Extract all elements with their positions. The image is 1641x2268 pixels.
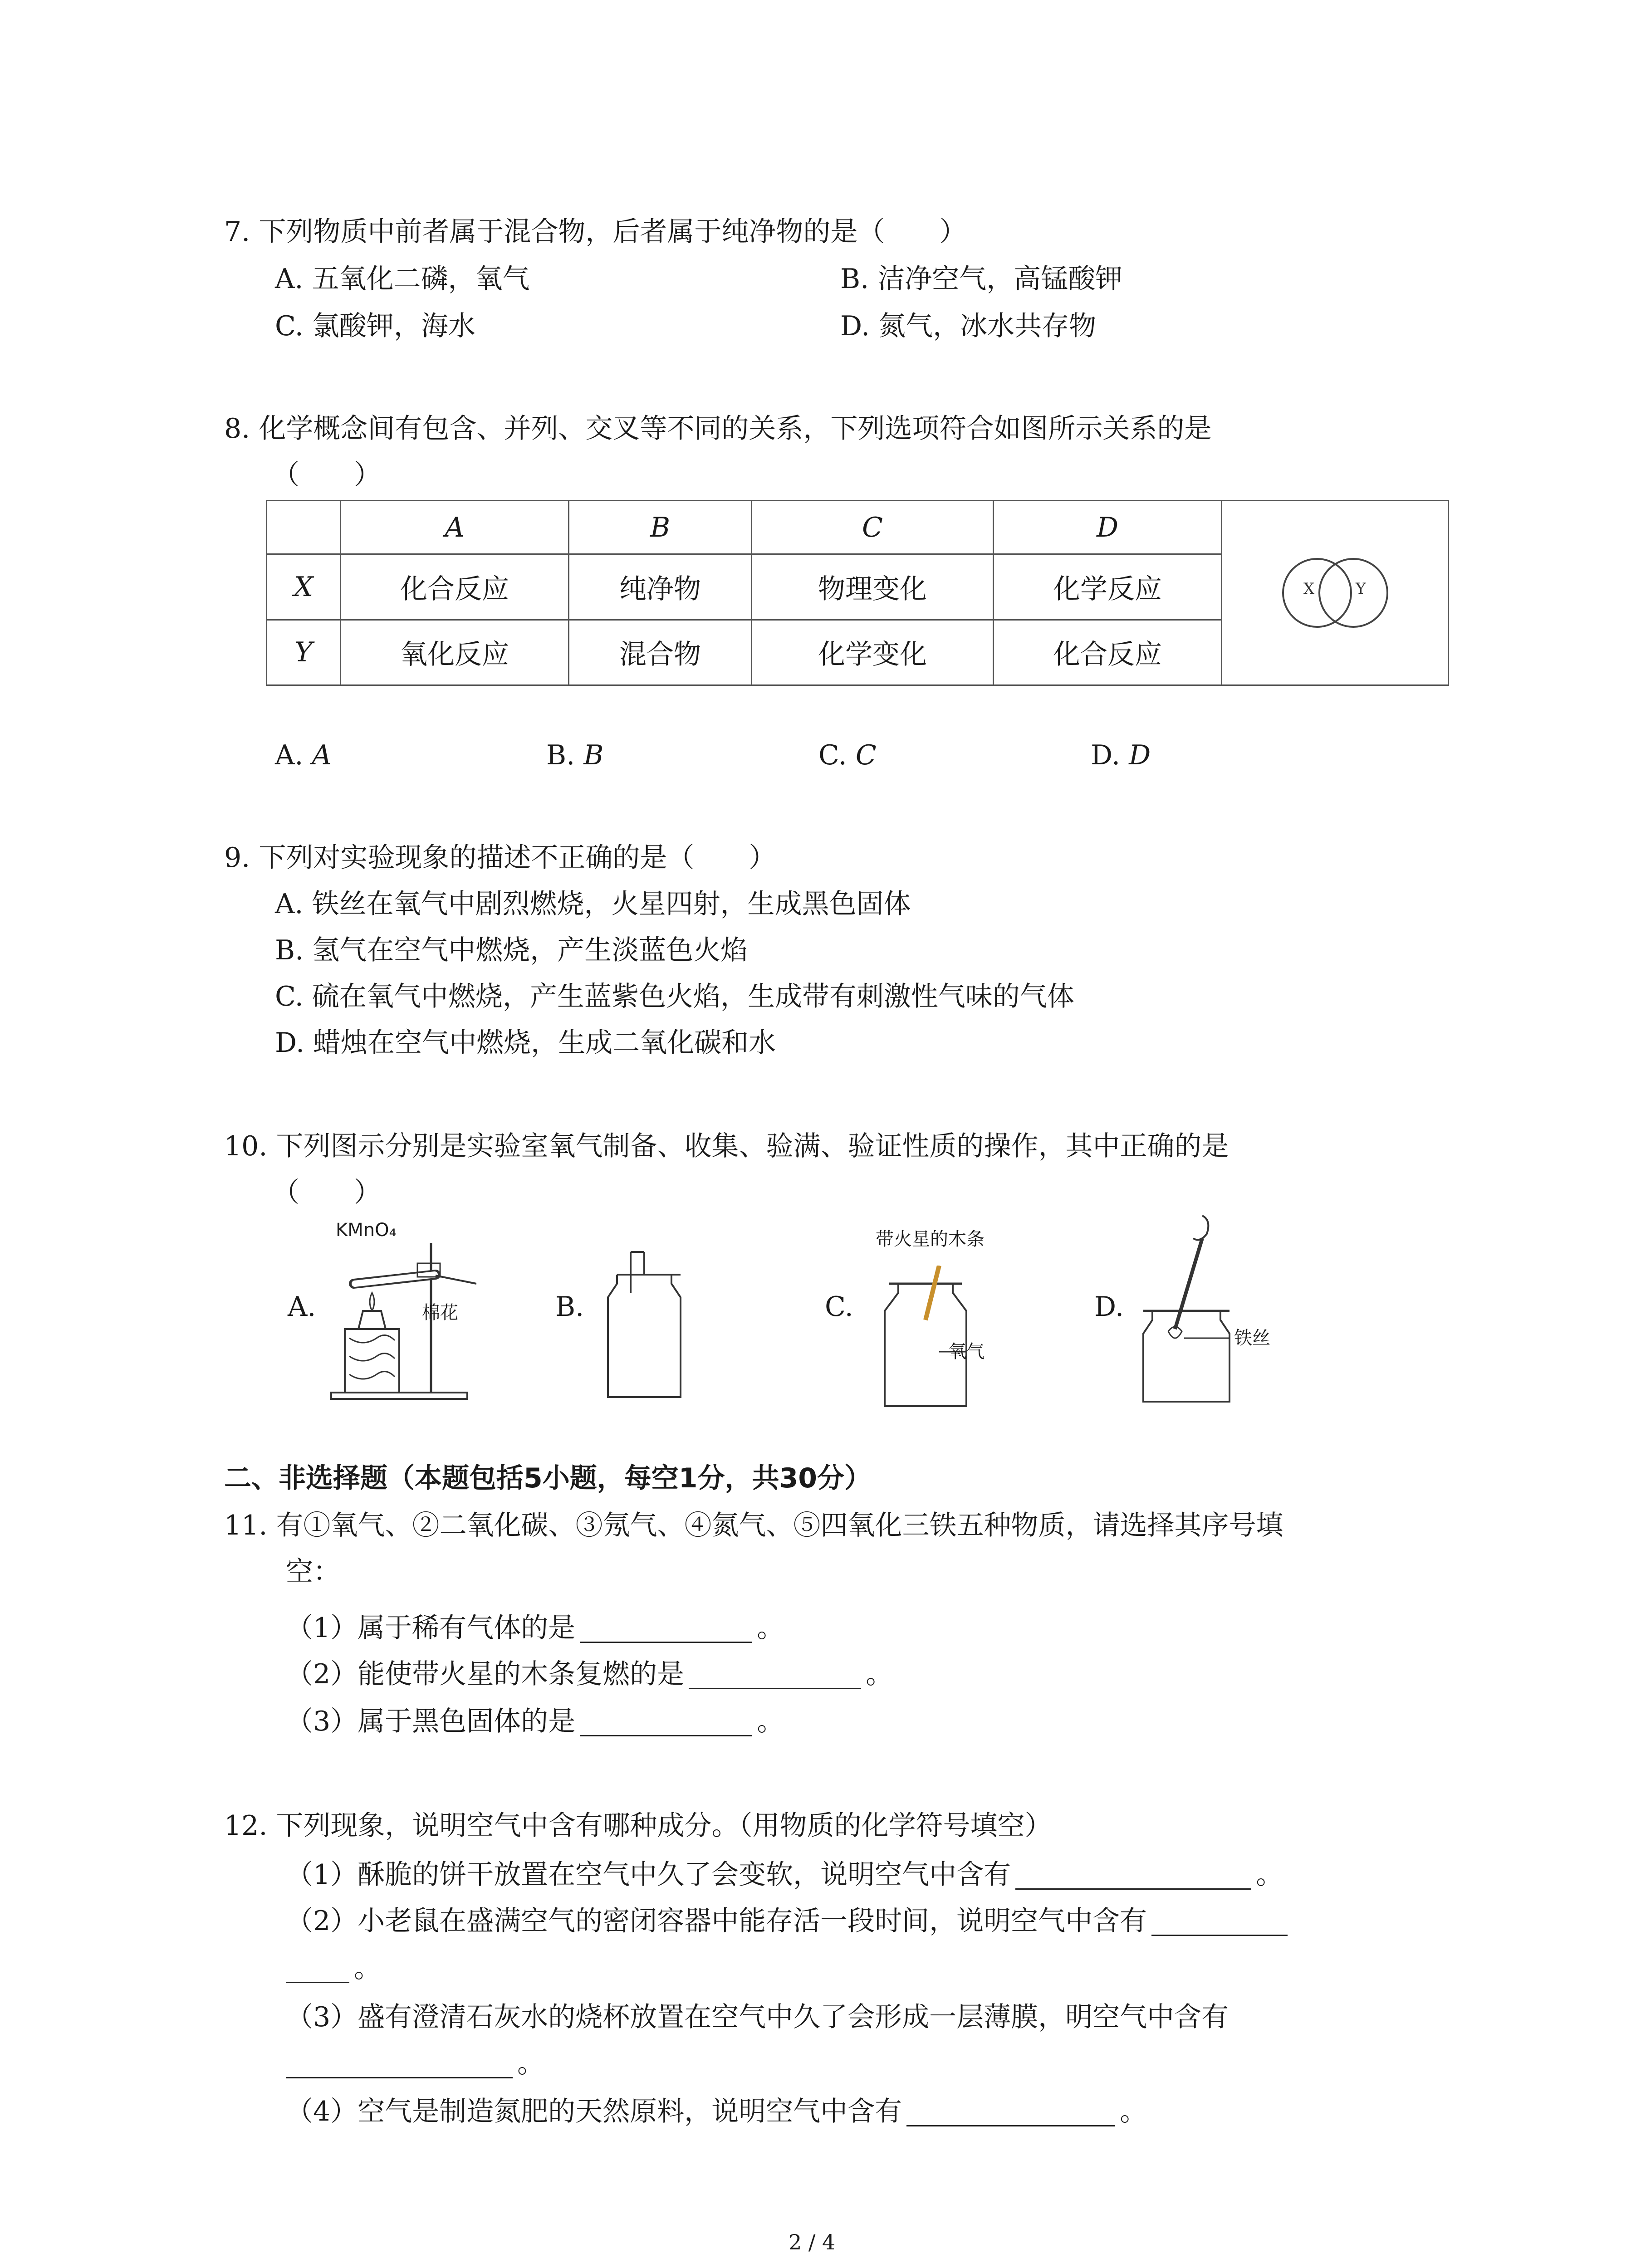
figure-a-apparatus	[327, 1225, 490, 1406]
answer-blank[interactable]	[689, 1662, 861, 1689]
figure-c-stick-label: 带火星的木条	[876, 1229, 985, 1250]
answer-blank[interactable]	[1151, 1909, 1288, 1936]
q8-header-b: B	[569, 501, 752, 554]
figure-d-wire-label: 铁丝	[1234, 1328, 1270, 1349]
q8-header-c: C	[752, 501, 994, 554]
figure-c-gas-label: 氧气	[948, 1341, 985, 1362]
q12-sub-2-cont: 。	[286, 1953, 381, 1983]
q7-stem: 7. 下列物质中前者属于混合物，后者属于纯净物的是（ ）	[224, 216, 967, 248]
q8-header-d: D	[994, 501, 1222, 554]
venn-diagram	[1267, 550, 1403, 636]
q12-sub-3-cont: 。	[286, 2048, 544, 2078]
q8-option-a: A. A	[275, 739, 332, 771]
q11-stem-cont: 空：	[286, 1556, 340, 1588]
q8-option-b: B. B	[546, 739, 604, 771]
figure-a-cotton-label: 棉花	[422, 1302, 458, 1323]
q7-option-b: B. 洁净空气，高锰酸钾	[840, 263, 1123, 295]
q8-venn-cell	[1222, 501, 1449, 685]
q12-sub-4: （4）空气是制造氮肥的天然原料，说明空气中含有 。	[286, 2096, 1147, 2127]
q12-sub-3: （3）盛有澄清石灰水的烧杯放置在空气中久了会形成一层薄膜，明空气中含有	[286, 2001, 1229, 2033]
section-2-heading: 二、非选择题（本题包括5小题，每空1分，共30分）	[224, 1462, 872, 1494]
answer-blank[interactable]	[580, 1616, 752, 1643]
page-number: 2 / 4	[789, 2230, 836, 2254]
figure-b-bottle	[603, 1243, 685, 1406]
venn-label-y: Y	[1355, 580, 1366, 598]
answer-blank[interactable]	[906, 2100, 1115, 2126]
q7-option-d: D. 氮气，冰水共存物	[840, 310, 1097, 342]
answer-blank[interactable]	[580, 1710, 752, 1736]
q9-option-d: D. 蜡烛在空气中燃烧，生成二氧化碳和水	[275, 1027, 776, 1059]
q9-option-b: B. 氢气在空气中燃烧，产生淡蓝色火焰	[275, 934, 748, 966]
q8-cell: 物理变化	[752, 554, 994, 620]
q8-cell: 化学反应	[994, 554, 1222, 620]
q10-label-d: D.	[1094, 1291, 1124, 1323]
q8-cell: 混合物	[569, 620, 752, 685]
q8-cell: 化合反应	[994, 620, 1222, 685]
q10-label-c: C.	[825, 1291, 853, 1323]
q9-stem: 9. 下列对实验现象的描述不正确的是（ ）	[224, 842, 776, 874]
q12-sub-1: （1）酥脆的饼干放置在空气中久了会变软，说明空气中含有 。	[286, 1859, 1283, 1891]
figure-d-bottle	[1139, 1211, 1243, 1411]
figure-a-kmno4-label: KMnO₄	[336, 1220, 397, 1241]
q8-paren: （ ）	[272, 459, 381, 491]
q8-cell: 化合反应	[341, 554, 569, 620]
q8-stem: 8. 化学概念间有包含、并列、交叉等不同的关系，下列选项符合如图所示关系的是	[224, 413, 1212, 445]
q10-label-a: A.	[288, 1291, 316, 1323]
q12-stem: 12. 下列现象，说明空气中含有哪种成分。（用物质的化学符号填空）	[224, 1810, 1052, 1842]
answer-blank[interactable]	[286, 1956, 349, 1983]
q10-label-b: B.	[555, 1291, 584, 1323]
venn-label-x: X	[1303, 580, 1314, 598]
q11-sub-1: （1）属于稀有气体的是 。	[286, 1612, 784, 1644]
q10-stem: 10. 下列图示分别是实验室氧气制备、收集、验满、验证性质的操作，其中正确的是	[224, 1130, 1229, 1162]
q9-option-c: C. 硫在氧气中燃烧，产生蓝紫色火焰，生成带有刺激性气味的气体	[275, 981, 1074, 1012]
q8-option-d: D. D	[1091, 739, 1151, 771]
q8-table	[266, 500, 1449, 686]
q11-sub-2: （2）能使带火星的木条复燃的是 。	[286, 1658, 893, 1690]
q7-option-c: C. 氯酸钾，海水	[275, 310, 475, 342]
q8-cell: 化学变化	[752, 620, 994, 685]
q12-sub-2: （2）小老鼠在盛满空气的密闭容器中能存活一段时间，说明空气中含有	[286, 1906, 1292, 1936]
q11-stem: 11. 有①氧气、②二氧化碳、③氖气、④氮气、⑤四氧化三铁五种物质，请选择其序号填	[224, 1510, 1283, 1541]
q9-option-a: A. 铁丝在氧气中剧烈燃烧，火星四射，生成黑色固体	[275, 888, 911, 920]
q7-option-a: A. 五氧化二磷，氧气	[275, 263, 530, 295]
q8-table-corner	[267, 501, 341, 554]
q8-row-label-x: X	[267, 554, 341, 620]
q8-option-c: C. C	[818, 739, 877, 771]
q8-cell: 纯净物	[569, 554, 752, 620]
q10-paren: （ ）	[272, 1177, 381, 1208]
q8-row-label-y: Y	[267, 620, 341, 685]
q11-sub-3: （3）属于黑色固体的是 。	[286, 1706, 784, 1737]
answer-blank[interactable]	[1015, 1863, 1251, 1890]
q8-header-a: A	[341, 501, 569, 554]
figure-c-bottle	[880, 1266, 971, 1415]
q8-cell: 氧化反应	[341, 620, 569, 685]
answer-blank[interactable]	[286, 2052, 513, 2078]
